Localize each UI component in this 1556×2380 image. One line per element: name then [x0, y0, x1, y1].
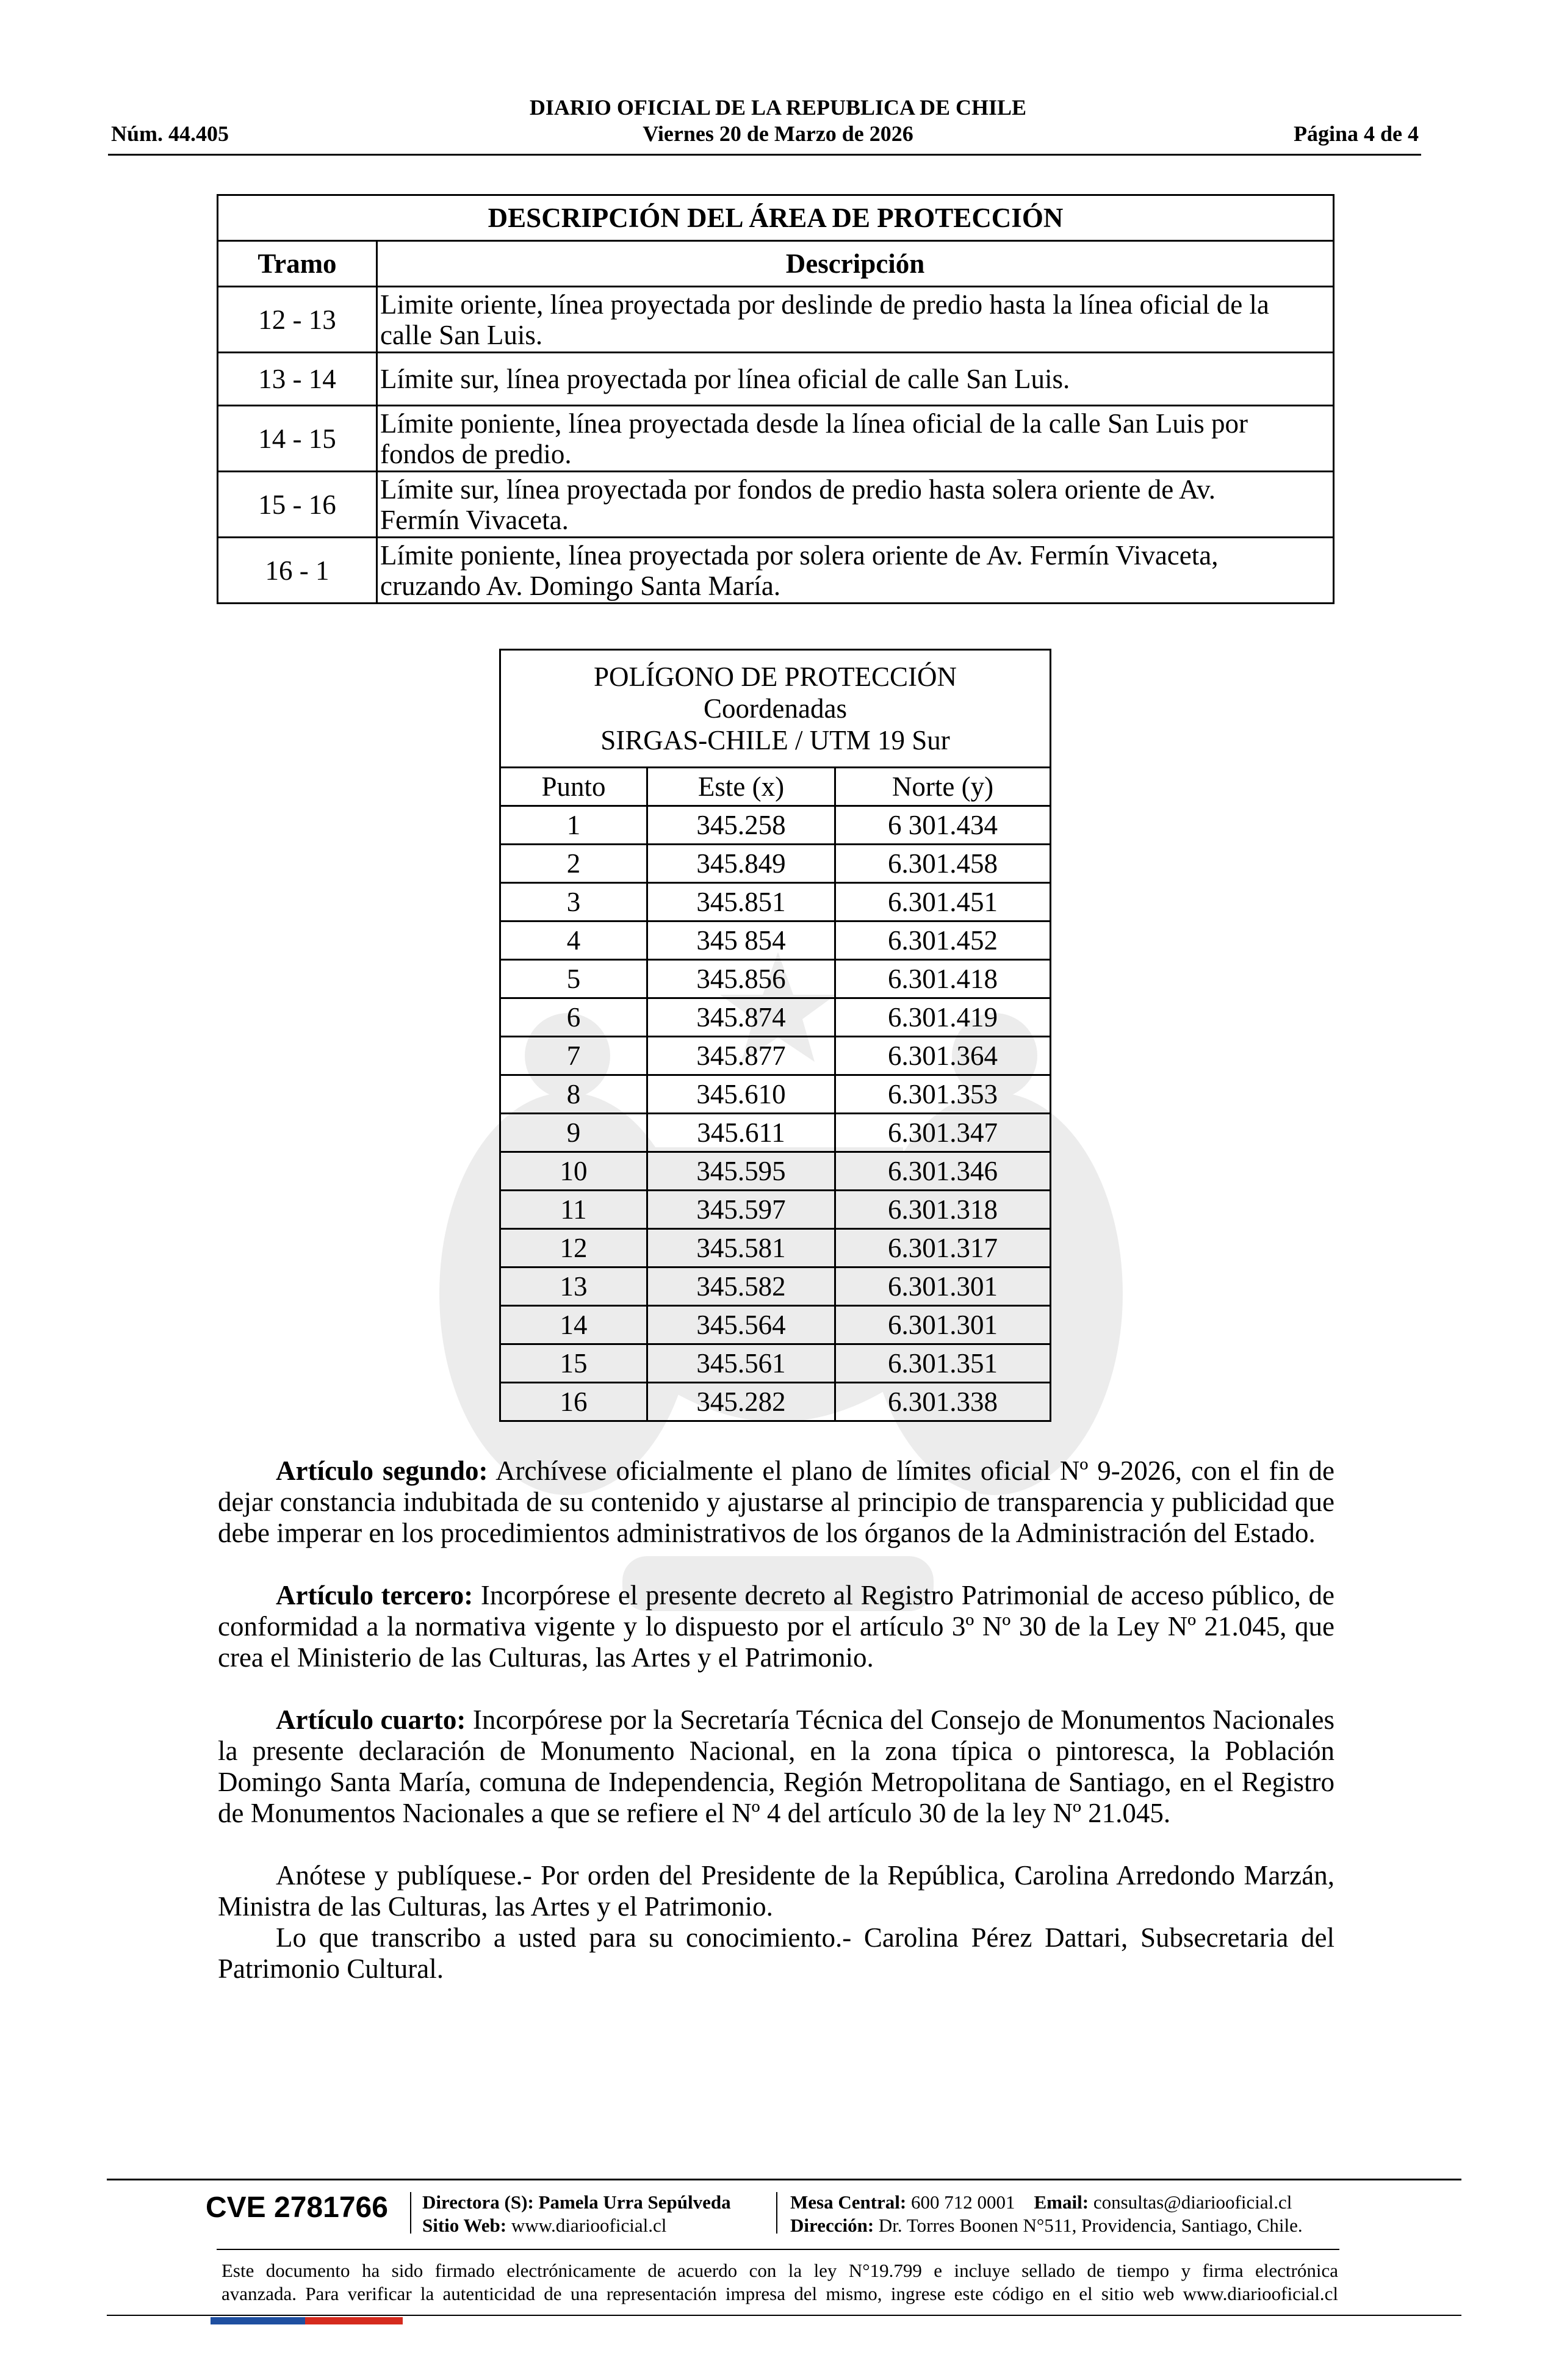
article-segundo: Artículo segundo: Archívese oficialmente el plano de límites oficial Nº 9-2026, con el fin de dejar constancia indubitada de su contenido y ajustarse al principio de transparencia y publicidad que debe imperar en los procedimientos administrativos de los órganos de la Administración del Estado. — [218, 1455, 1335, 1548]
table-row — [500, 1152, 1051, 1191]
punto-cell: 6 — [500, 998, 647, 1037]
column-header-punto: Punto — [500, 768, 647, 806]
table-row — [500, 1383, 1051, 1421]
directora-line: Directora (S): Pamela Urra Sepúlveda — [422, 2191, 731, 2213]
table-row — [500, 1306, 1051, 1344]
este-cell: 345.581 — [647, 1229, 835, 1268]
cve-code: CVE 2781766 — [206, 2191, 388, 2224]
articles-body — [218, 1455, 1334, 1985]
tramo-cell: 15 - 16 — [218, 472, 377, 538]
publication-title: DIARIO OFICIAL DE LA REPUBLICA DE CHILE — [529, 95, 1027, 120]
table-row — [500, 960, 1051, 998]
table-row — [500, 1075, 1051, 1114]
tramo-cell: 14 - 15 — [218, 406, 377, 472]
protection-polygon-table — [499, 649, 1051, 1422]
table-row — [500, 1268, 1051, 1306]
article-cuarto: Artículo cuarto: Incorpórese por la Secretaría Técnica del Consejo de Monumentos Nacionales la presente declaración de Monumento Nacional, en la zona típica o pintoresca, la Población Domingo Santa María, comuna de Independencia, Región Metropolitana de Santiago, en el Registro de Monumentos Nacionales a que se refiere el Nº 4 del artículo 30 de la ley Nº 21.045. — [218, 1704, 1334, 1828]
este-cell: 345.582 — [647, 1268, 835, 1306]
norte-cell: 6.301.301 — [835, 1268, 1051, 1306]
norte-cell: 6.301.317 — [835, 1229, 1051, 1268]
este-cell: 345.856 — [647, 960, 835, 998]
table-row — [218, 406, 1334, 472]
table-row — [500, 883, 1051, 921]
flag-stripe-blue — [211, 2317, 305, 2324]
coordinate-system: SIRGAS-CHILE / UTM 19 Sur — [600, 725, 950, 755]
column-header-descripcion: Descripción — [377, 241, 1334, 287]
table-row — [500, 806, 1051, 845]
punto-cell: 13 — [500, 1268, 647, 1306]
publication-date: Viernes 20 de Marzo de 2026 — [643, 121, 913, 146]
este-cell: 345.874 — [647, 998, 835, 1037]
norte-cell: 6.301.458 — [835, 845, 1051, 883]
punto-cell: 7 — [500, 1037, 647, 1075]
column-header-tramo: Tramo — [218, 241, 377, 287]
footer-divider — [107, 2315, 1461, 2316]
footer-separator — [776, 2192, 777, 2234]
este-cell: 345.610 — [647, 1075, 835, 1114]
tramo-cell: 13 - 14 — [218, 353, 377, 406]
punto-cell: 14 — [500, 1306, 647, 1344]
table-row — [500, 1344, 1051, 1383]
punto-cell: 4 — [500, 921, 647, 960]
norte-cell: 6.301.318 — [835, 1191, 1051, 1229]
tramo-cell: 16 - 1 — [218, 538, 377, 604]
este-cell: 345.595 — [647, 1152, 835, 1191]
este-cell: 345.877 — [647, 1037, 835, 1075]
footer-director-column — [422, 2191, 731, 2237]
contact-line: Mesa Central: 600 712 0001 Email: consultas@diariooficial.cl — [790, 2191, 1292, 2213]
punto-cell: 2 — [500, 845, 647, 883]
punto-cell: 9 — [500, 1114, 647, 1152]
este-cell: 345.851 — [647, 883, 835, 921]
polygon-subtitle: Coordenadas — [704, 693, 847, 724]
table-row — [500, 921, 1051, 960]
este-cell: 345 854 — [647, 921, 835, 960]
punto-cell: 11 — [500, 1191, 647, 1229]
este-cell: 345.282 — [647, 1383, 835, 1421]
norte-cell: 6.301.301 — [835, 1306, 1051, 1344]
punto-cell: 5 — [500, 960, 647, 998]
punto-cell: 10 — [500, 1152, 647, 1191]
table-row — [500, 1191, 1051, 1229]
punto-cell: 3 — [500, 883, 647, 921]
table-caption: DESCRIPCIÓN DEL ÁREA DE PROTECCIÓN — [218, 195, 1334, 241]
este-cell: 345.258 — [647, 806, 835, 845]
este-cell: 345.561 — [647, 1344, 835, 1383]
transcription-note: Lo que transcribo a usted para su conocimiento.- Carolina Pérez Dattari, Subsecretaria del Patrimonio Cultural. — [218, 1922, 1334, 1984]
description-cell: Limite oriente, línea proyectada por deslinde de predio hasta la línea oficial de la calle San Luis. — [377, 287, 1334, 353]
este-cell: 345.611 — [647, 1114, 835, 1152]
footer-divider — [217, 2249, 1339, 2250]
footer-divider — [107, 2179, 1461, 2180]
description-cell: Límite poniente, línea proyectada desde la línea oficial de la calle San Luis por fondos de predio. — [377, 406, 1334, 472]
description-cell: Límite sur, línea proyectada por línea oficial de calle San Luis. — [377, 353, 1334, 406]
norte-cell: 6.301.364 — [835, 1037, 1051, 1075]
issue-number: Núm. 44.405 — [111, 121, 229, 146]
norte-cell: 6 301.434 — [835, 806, 1051, 845]
article-tercero: Artículo tercero: Incorpórese el presente decreto al Registro Patrimonial de acceso público, de conformidad a la normativa vigente y lo dispuesto por el artículo 3º Nº 30 de la Ley Nº 21.045, que crea el Ministerio de las Culturas, las Artes y el Patrimonio. — [218, 1580, 1334, 1673]
description-cell: Límite poniente, línea proyectada por solera oriente de Av. Fermín Vivaceta, cruzando Av. Domingo Santa María. — [377, 538, 1334, 604]
table-row — [218, 287, 1334, 353]
address-line: Dirección: Dr. Torres Boonen N°511, Providencia, Santiago, Chile. — [790, 2215, 1303, 2236]
page-number: Página 4 de 4 — [1293, 121, 1419, 146]
punto-cell: 12 — [500, 1229, 647, 1268]
norte-cell: 6.301.451 — [835, 883, 1051, 921]
norte-cell: 6.301.347 — [835, 1114, 1051, 1152]
table-row — [500, 1114, 1051, 1152]
norte-cell: 6.301.452 — [835, 921, 1051, 960]
punto-cell: 8 — [500, 1075, 647, 1114]
este-cell: 345.564 — [647, 1306, 835, 1344]
punto-cell: 1 — [500, 806, 647, 845]
table-row — [500, 1229, 1051, 1268]
norte-cell: 6.301.338 — [835, 1383, 1051, 1421]
este-cell: 345.849 — [647, 845, 835, 883]
polygon-title: POLÍGONO DE PROTECCIÓN — [594, 662, 957, 692]
column-header-este: Este (x) — [647, 768, 835, 806]
norte-cell: 6.301.419 — [835, 998, 1051, 1037]
column-header-norte: Norte (y) — [835, 768, 1051, 806]
website-line: Sitio Web: www.diariooficial.cl — [422, 2215, 667, 2236]
punto-cell: 15 — [500, 1344, 647, 1383]
norte-cell: 6.301.418 — [835, 960, 1051, 998]
table-row — [500, 1037, 1051, 1075]
table-row — [218, 353, 1334, 406]
protection-area-table — [217, 194, 1334, 604]
table-row — [500, 998, 1051, 1037]
footer-contact-column — [790, 2191, 1303, 2237]
footer-separator — [410, 2192, 411, 2234]
table-row — [218, 472, 1334, 538]
table-row — [218, 538, 1334, 604]
norte-cell: 6.301.351 — [835, 1344, 1051, 1383]
closing-paragraph: Anótese y publíquese.- Por orden del Presidente de la República, Carolina Arredondo Marzán, Ministra de las Culturas, las Artes y el Patrimonio. — [218, 1860, 1334, 1922]
tramo-cell: 12 - 13 — [218, 287, 377, 353]
table-caption — [500, 650, 1051, 768]
norte-cell: 6.301.353 — [835, 1075, 1051, 1114]
punto-cell: 16 — [500, 1383, 647, 1421]
description-cell: Límite sur, línea proyectada por fondos de predio hasta solera oriente de Av. Fermín Vivaceta. — [377, 472, 1334, 538]
signature-note: Este documento ha sido firmado electrónicamente de acuerdo con la ley N°19.799 e incluye sellado de tiempo y firma electrónica avanzada. Para verificar la autenticidad de una representación impresa del mismo, ingrese este código en el sitio web www.diariooficial.cl — [222, 2260, 1338, 2304]
flag-stripe-red — [305, 2317, 403, 2324]
este-cell: 345.597 — [647, 1191, 835, 1229]
header-divider — [108, 154, 1421, 156]
table-row — [500, 845, 1051, 883]
norte-cell: 6.301.346 — [835, 1152, 1051, 1191]
